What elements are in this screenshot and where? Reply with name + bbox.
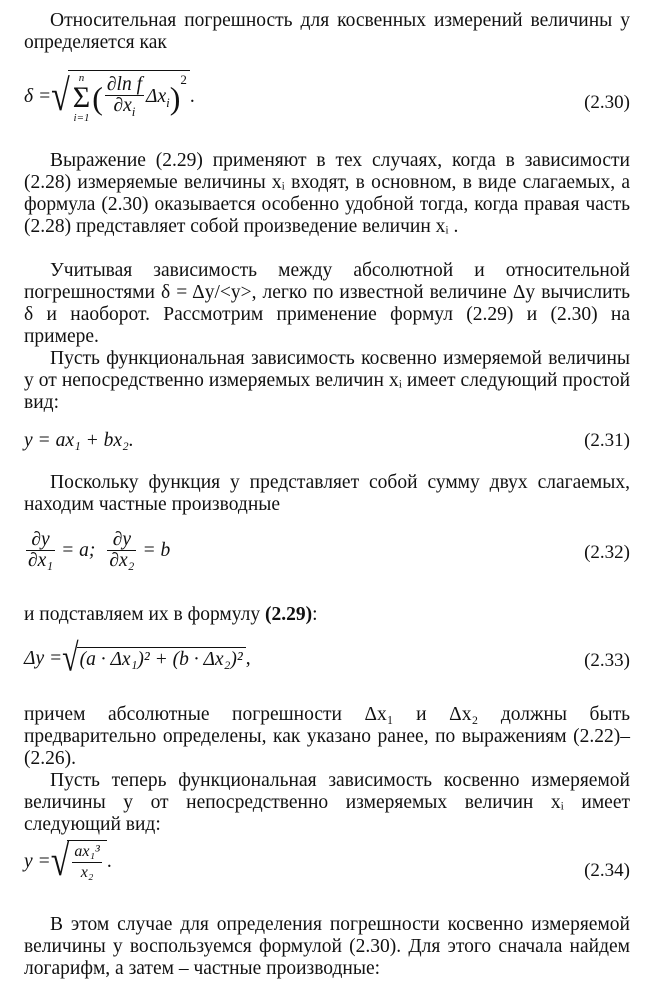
paragraph-abs-rel-relation: Учитывая зависимость между абсолютной и относительной погрешностями δ = Δy/<y>, легко по известной величине Δy вычислить δ и наоборот. Рассмотрим применение формул (2.29) и (2.30) на примере. <box>24 260 630 347</box>
equation-number: (2.31) <box>584 430 630 451</box>
equation-2-31 <box>24 428 630 458</box>
eq1-dx-sub: i <box>166 94 170 110</box>
equation-number: (2.32) <box>584 542 630 563</box>
p6-colon: : <box>312 604 318 625</box>
equation-2-30 <box>24 70 630 130</box>
paragraph-new-dependence: Пусть теперь функциональная зависимость косвенно измеряемой величины y от непосредственно измеряемых величин xᵢ имеет следующий вид: <box>24 770 630 835</box>
paragraph-logarithm: В этом случае для определения погрешности косвенно измеряемой величины y воспользуемся формулой (2.30). Для этого сначала найдем логарифм, а затем – частные производные: <box>24 914 630 979</box>
summation <box>73 72 90 124</box>
eq3-den2: ∂x₂ <box>109 550 135 571</box>
sqrt-sign: √ <box>51 72 70 121</box>
eq3-den1: ∂x₁ <box>28 550 54 571</box>
eq3-eq2: = b <box>142 539 171 561</box>
right-paren: ) <box>169 79 181 116</box>
eq4-comma: , <box>245 648 251 669</box>
paragraph-substitute <box>24 604 630 626</box>
sqrt-sign: √ <box>50 836 70 885</box>
left-paren: ( <box>92 79 103 116</box>
eq2-body: y = ax₁ + bx₂. <box>24 430 134 451</box>
eq3-fraction-2 <box>107 530 136 571</box>
sqrt-sign: √ <box>62 636 79 680</box>
paragraph-expression-use: Выражение (2.29) применяют в тех случаях, когда в зависимости (2.28) измеряемые величины xᵢ входят, в основном, в виде слагаемых, а формула (2.30) оказывается особенно удобной тогда, когда правая часть (2.28) представляет собой произведение величин xᵢ . <box>24 150 630 237</box>
eq1-dx-text: Δx <box>146 85 167 107</box>
p6-formula-ref: (2.29) <box>265 604 313 625</box>
eq5-fraction <box>72 842 101 883</box>
eq3-num1: ∂y <box>26 530 55 551</box>
paragraph-functional-dependence: Пусть функциональная зависимость косвенно измеряемой величины y от непосредственно измеряемых величин xᵢ имеет следующий простой вид: <box>24 348 630 413</box>
equation-2-32 <box>24 530 630 590</box>
equation-2-33 <box>24 636 630 686</box>
sum-lower-limit: i=1 <box>73 112 90 124</box>
eq1-period: . <box>189 86 195 107</box>
p6-text: и подставляем их в формулу <box>24 604 266 625</box>
eq5-denominator: x₂ <box>80 864 94 881</box>
eq1-denominator <box>105 96 144 122</box>
eq5-radicand <box>67 840 106 883</box>
paragraph-absolute-errors: причем абсолютные погрешности Δx₁ и Δx₂ должны быть предварительно определены, как указано ранее, по выражениям (2.22)–(2.26). <box>24 704 630 769</box>
eq1-delta-x <box>146 86 170 111</box>
eq1-den-sub: i <box>131 103 136 119</box>
sum-upper-limit: n <box>78 72 85 84</box>
eq5-period: . <box>106 850 112 872</box>
equation-number: (2.34) <box>584 860 630 881</box>
eq3-num2: ∂y <box>107 530 136 551</box>
equation-2-34 <box>24 836 630 900</box>
eq1-den-text: ∂x <box>113 94 132 116</box>
eq1-radicand <box>68 70 190 124</box>
eq5-numerator: ax₁³ <box>72 842 101 863</box>
eq3-fraction-1 <box>26 530 55 571</box>
paragraph-relative-error: Относительная погрешность для косвенных измерений величины y определяется как <box>24 10 630 53</box>
eq4-radicand: (a · Δx₁)² + (b · Δx₂)² <box>77 647 246 671</box>
equation-number: (2.30) <box>584 92 630 113</box>
eq5-lhs: y = <box>24 850 51 872</box>
eq1-numerator: ∂ln f <box>106 73 143 95</box>
sigma-symbol: Σ <box>72 81 91 114</box>
eq3-eq1: = a; <box>61 539 96 561</box>
eq4-lhs: Δy = <box>24 648 63 669</box>
equation-number: (2.33) <box>584 650 630 671</box>
eq1-power: 2 <box>180 72 187 87</box>
eq1-fraction <box>105 75 144 122</box>
paragraph-partial-derivatives: Поскольку функция y представляет собой сумму двух слагаемых, находим частные производные <box>24 472 630 515</box>
eq1-lhs: δ = <box>24 86 52 107</box>
